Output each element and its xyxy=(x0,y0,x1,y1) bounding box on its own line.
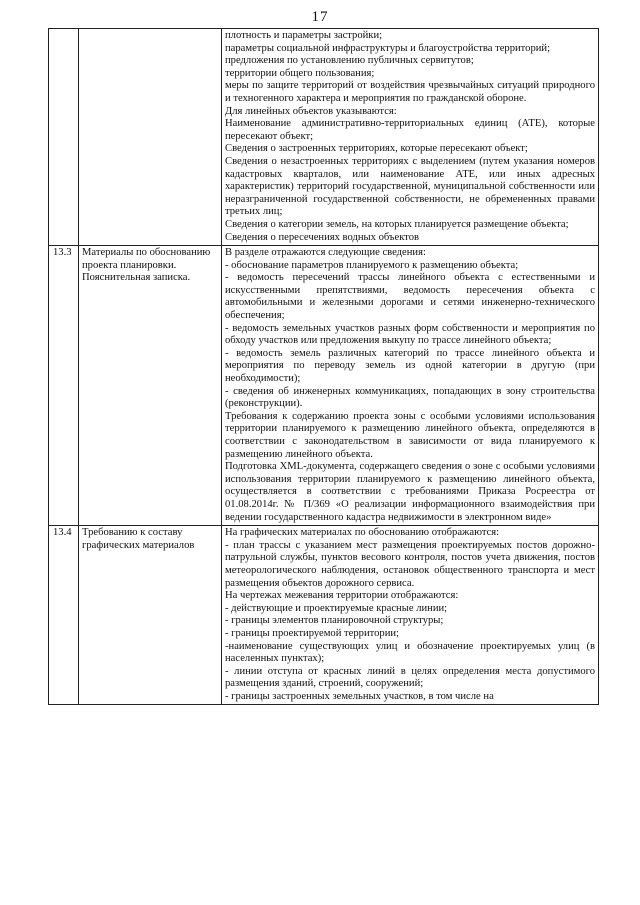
content-line: - ведомость пересечений трассы линейного объекта с естественными и искусственными препятствиями, ведомость пересечения объекта с автомобильными и железными дорогами и сетями инженерно-технического обеспечения; xyxy=(225,272,595,322)
content-line: - границы застроенных земельных участков, в том числе на xyxy=(225,690,494,702)
content-line: Сведения о незастроенных территориях с выделением (путем указания номеров кадастровых кварталов, или наименование АТЕ, или иных адресных характеристик) территорий государственной, муниципальной собственности или неразграниченной государственной собственности, не обремененных правами третьих лиц; xyxy=(225,155,595,218)
content-line: - обоснование параметров планируемого к размещению объекта; xyxy=(225,259,519,271)
content-line: Требования к содержанию проекта зоны с особыми условиями использования территории планируемого к размещению линейного объекта, определяются в соответствии с законодательством в зависимости от вида планируемого к размещению линейного объекта. xyxy=(225,410,595,460)
row-content xyxy=(222,526,599,705)
content-line: Сведения о пересечениях водных объектов xyxy=(225,231,419,243)
content-line: На чертежах межевания территории отображаются: xyxy=(225,590,459,602)
title-line: Материалы по обоснованию проекта планировки. xyxy=(82,247,211,271)
content-line: Для линейных объектов указываются: xyxy=(225,105,397,117)
table-row xyxy=(49,29,599,246)
content-line: предложения по установлению публичных сервитутов; xyxy=(225,55,474,67)
row-number: 13.4 xyxy=(49,526,79,705)
row-content xyxy=(222,246,599,526)
content-line: - линии отступа от красных линий в целях определения места допустимого размещения зданий, строений, сооружений; xyxy=(225,665,595,690)
row-title xyxy=(79,246,222,526)
row-title xyxy=(79,29,222,246)
table-row xyxy=(49,526,599,705)
content-line: территории общего пользования; xyxy=(225,67,375,79)
page-number: 17 xyxy=(311,9,329,25)
content-line: В разделе отражаются следующие сведения: xyxy=(225,247,426,259)
content-line: Сведения о застроенных территориях, которые пересекают объект; xyxy=(225,143,528,155)
content-line: - границы элементов планировочной структуры; xyxy=(225,615,444,627)
content-line: параметры социальной инфраструктуры и благоустройства территорий; xyxy=(225,42,551,54)
row-title xyxy=(79,526,222,705)
content-line: плотность и параметры застройки; xyxy=(225,30,383,41)
table-row xyxy=(49,246,599,526)
title-line: Пояснительная записка. xyxy=(82,272,191,284)
content-line: На графических материалах по обоснованию отображаются: xyxy=(225,527,500,539)
content-line: - план трассы с указанием мест размещения проектируемых постов дорожно-патрульной службы, пунктов весового контроля, постов учета движения, постов метеорологического наблюдения, остановок общественного транспорта и мест размещения объектов дорожного сервиса. xyxy=(225,539,595,589)
content-line: -наименование существующих улиц и обозначение проектируемых улиц (в населенных пунктах); xyxy=(225,640,595,665)
content-line: - сведения об инженерных коммуникациях, попадающих в зону строительства (реконструкции). xyxy=(225,385,595,410)
content-line: Сведения о категории земель, на которых планируется размещение объекта; xyxy=(225,218,569,230)
content-line: меры по защите территорий от воздействия чрезвычайных ситуаций природного и техногенного характера и мероприятия по гражданской обороне. xyxy=(225,80,595,104)
row-content xyxy=(222,29,599,246)
content-line: - ведомость земельных участков разных форм собственности и мероприятия по обходу участков или предложения выкупу по трассе линейного объекта; xyxy=(225,322,595,347)
content-line: - ведомость земель различных категорий по трассе линейного объекта и мероприятия по переводу земель из одной категории в другую (при необходимости); xyxy=(225,347,595,385)
title-line: Требованию к составу графических материалов xyxy=(82,527,195,551)
requirements-table xyxy=(48,28,599,705)
content-line: Наименование административно-территориальных единиц (АТЕ), которые пересекают объект; xyxy=(225,118,595,142)
content-line: - действующие и проектируемые красные линии; xyxy=(225,602,448,614)
content-line: - границы проектируемой территории; xyxy=(225,627,399,639)
content-line: Подготовка XML-документа, содержащего сведения о зоне с особыми условиями использования территории планируемого к размещению линейного объекта, осуществляется в соответствии с требованиями Приказа Росреестра от 01.08.2014г. № П/369 «О реализации информационного взаимодействия при ведении государственного кадастра недвижимости в электронном виде» xyxy=(225,461,595,523)
row-number xyxy=(49,29,79,246)
row-number: 13.3 xyxy=(49,246,79,526)
